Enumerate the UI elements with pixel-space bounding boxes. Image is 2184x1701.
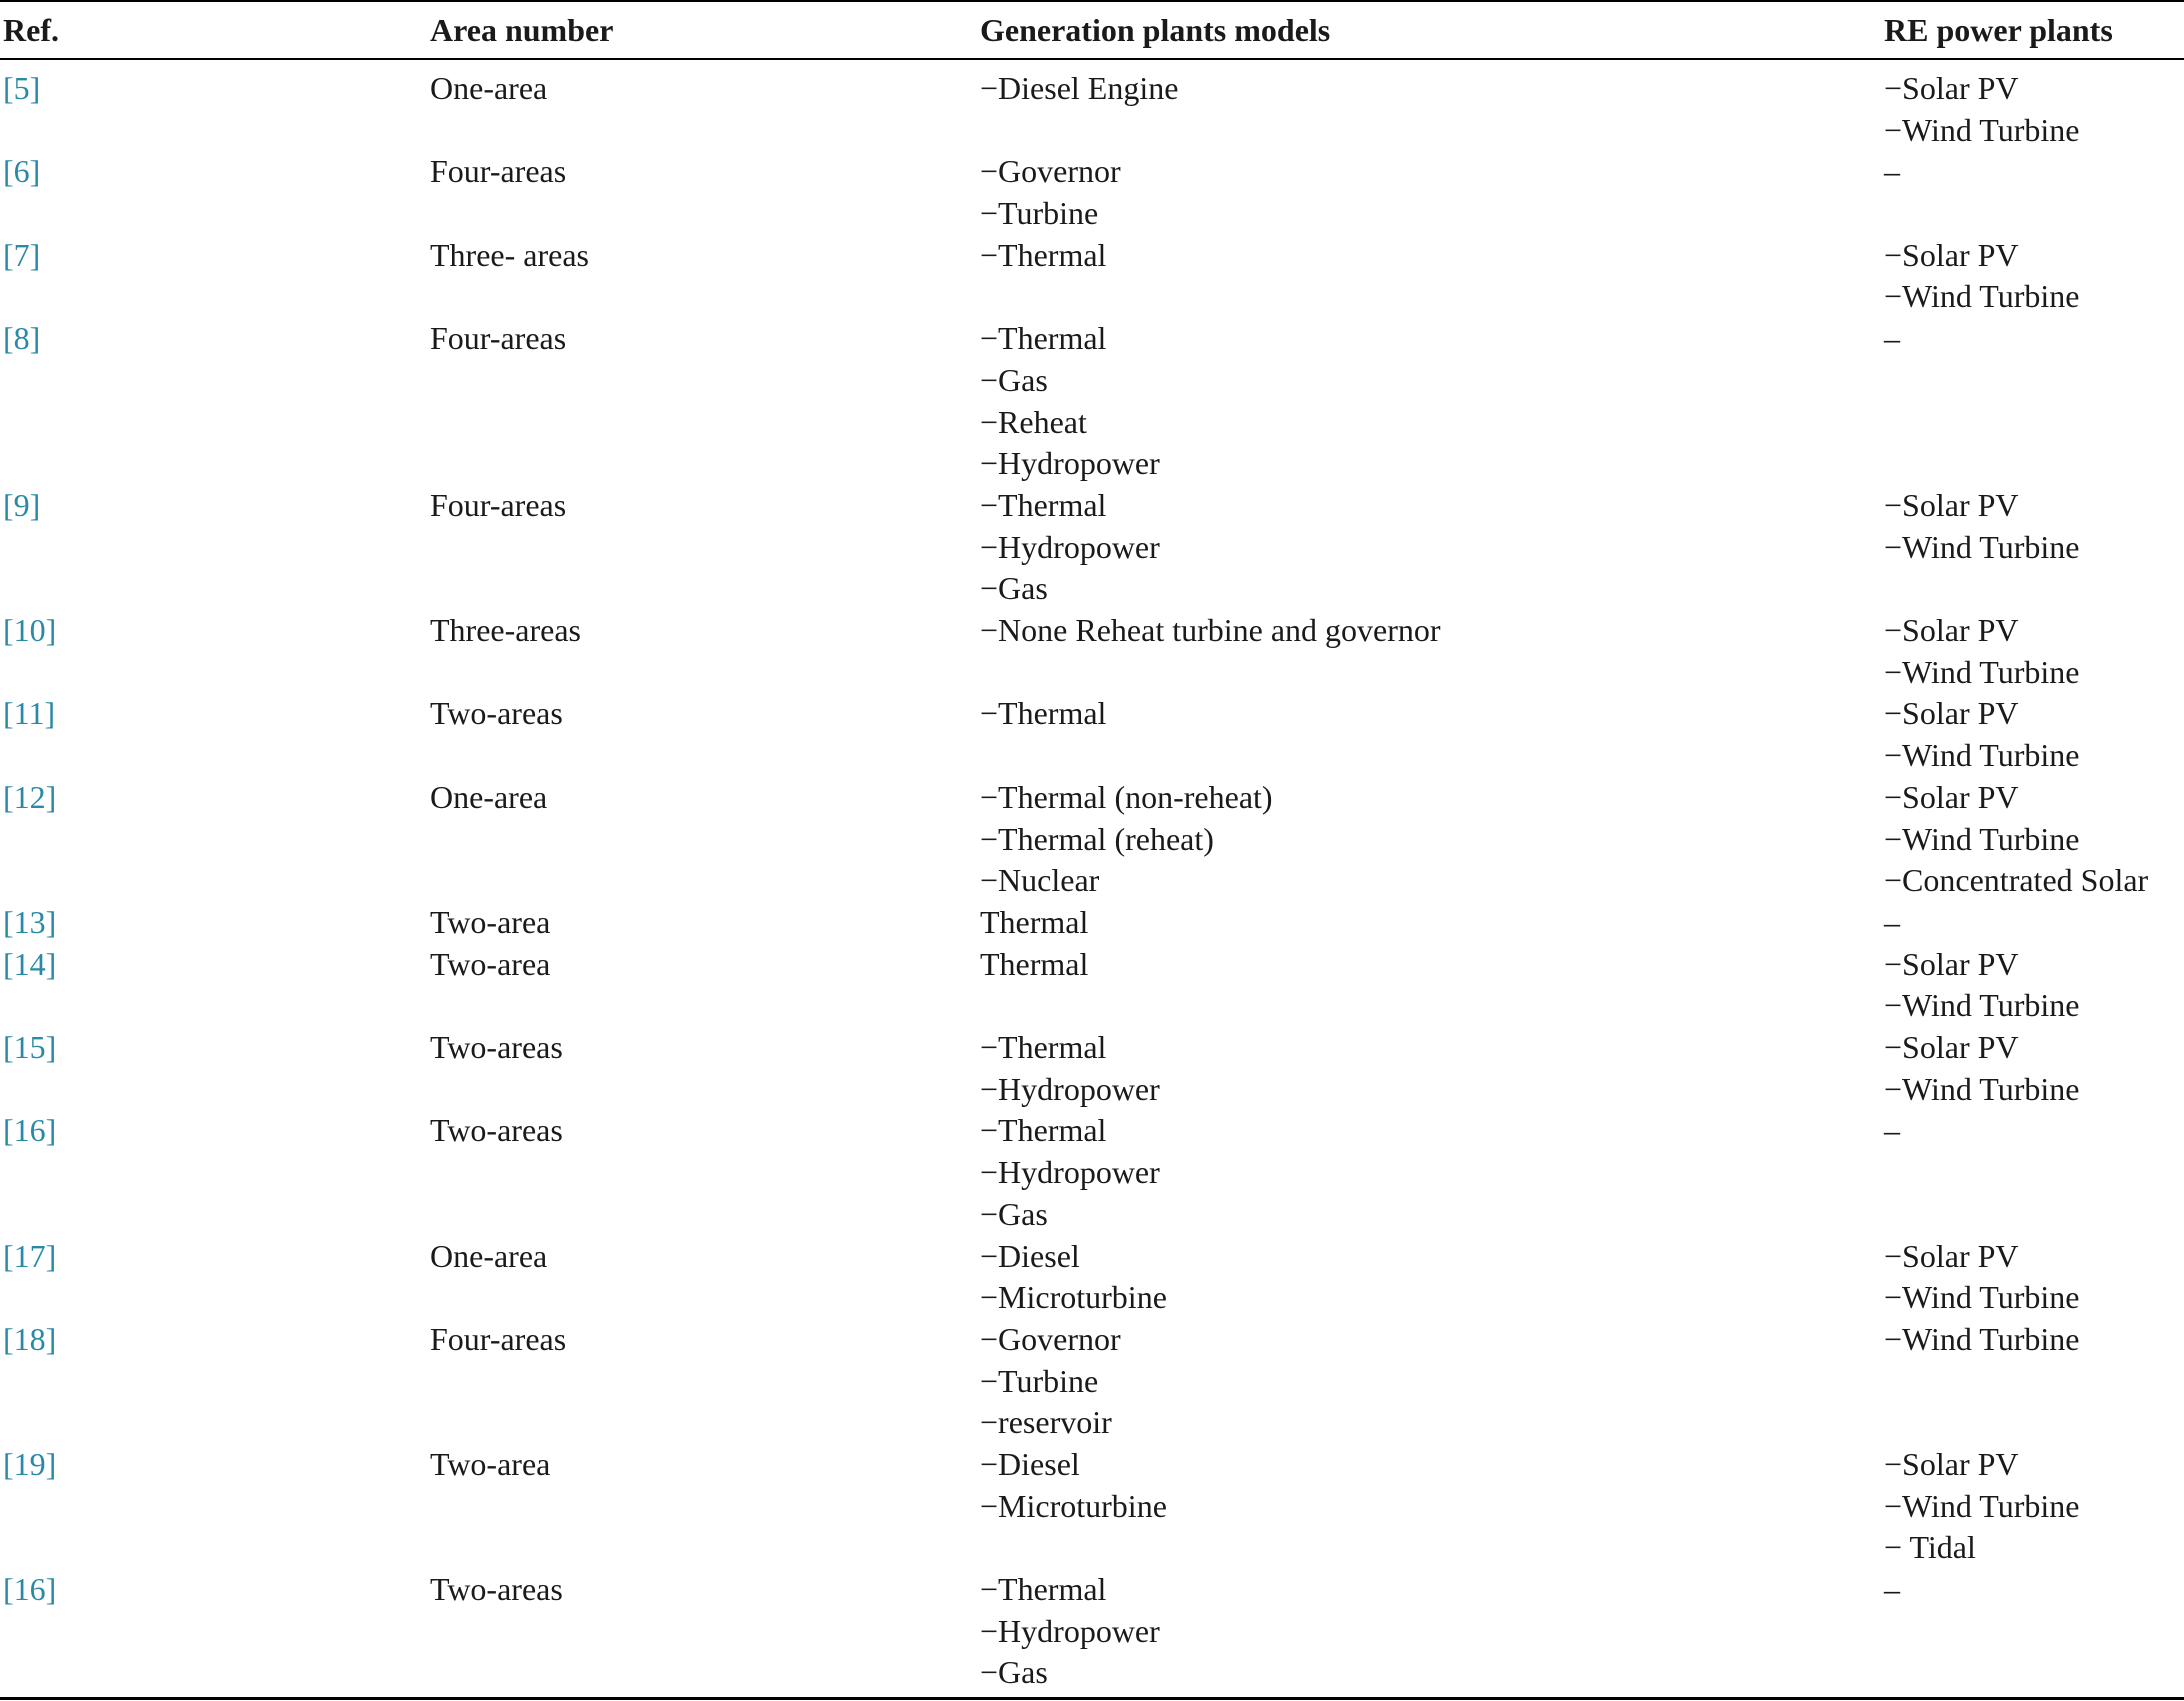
generation-plant-item: −Nuclear <box>980 862 1100 899</box>
re-power-plant-item: −Solar PV <box>1884 1237 2019 1274</box>
table-header <box>0 0 2184 58</box>
generation-plant-item: −Thermal <box>980 1112 1107 1149</box>
generation-plants-cell <box>980 1236 1167 1319</box>
table-bottom-rule <box>0 1697 2184 1700</box>
generation-plants-cell <box>980 1569 1160 1694</box>
generation-plants-cell <box>980 1444 1167 1527</box>
generation-plant-item: −Hydropower <box>980 445 1160 482</box>
re-power-plant-item: −Wind Turbine <box>1884 278 2080 315</box>
area-number-cell: Two-areas <box>430 1571 563 1608</box>
table-row <box>0 610 2184 693</box>
generation-plant-item: −None Reheat turbine and governor <box>980 612 1441 649</box>
re-power-plants-cell <box>1884 1319 2079 1361</box>
generation-plant-item: −Turbine <box>980 1362 1099 1399</box>
generation-plants-cell <box>980 944 1088 986</box>
generation-plant-item: −Hydropower <box>980 1612 1160 1649</box>
generation-plant-item: −Gas <box>980 1195 1048 1232</box>
generation-plants-cell <box>980 485 1160 610</box>
re-power-plants-cell <box>1884 693 2079 776</box>
generation-plant-item: −Thermal (non-reheat) <box>980 778 1273 815</box>
area-number-cell: Two-area <box>430 903 551 940</box>
header-re-power-plants: RE power plants <box>1884 12 2113 48</box>
table-row <box>0 1444 2184 1569</box>
re-power-plants-cell <box>1884 1444 2079 1569</box>
generation-plants-cell <box>980 610 1441 652</box>
table-row <box>0 1027 2184 1110</box>
reference-link[interactable]: [14] <box>3 945 57 982</box>
generation-plants-cell <box>980 902 1088 944</box>
re-power-plant-item: −Solar PV <box>1884 236 2019 273</box>
generation-plant-item: −Governor <box>980 153 1121 190</box>
area-number-cell: Four-areas <box>430 153 567 190</box>
generation-plant-item: −Reheat <box>980 403 1087 440</box>
area-number-cell: Three-areas <box>430 612 581 649</box>
reference-link[interactable]: [19] <box>3 1445 57 1482</box>
generation-plant-item: −Thermal <box>980 486 1107 523</box>
generation-plant-item: −Hydropower <box>980 1154 1160 1191</box>
area-number-cell: One-area <box>430 778 548 815</box>
generation-plant-item: −Governor <box>980 1320 1121 1357</box>
generation-plant-item: −Turbine <box>980 195 1099 232</box>
generation-plant-item: −Gas <box>980 570 1048 607</box>
area-number-cell: Four-areas <box>430 320 567 357</box>
re-power-plant-item: −Wind Turbine <box>1884 111 2080 148</box>
generation-plant-item: −Gas <box>980 1654 1048 1691</box>
re-power-plants-cell <box>1884 68 2079 151</box>
reference-link[interactable]: [10] <box>3 612 57 649</box>
generation-plants-cell <box>980 1319 1121 1444</box>
re-power-plants-cell <box>1884 1236 2079 1319</box>
generation-plant-item: −Diesel <box>980 1237 1080 1274</box>
re-power-plant-item: −Wind Turbine <box>1884 653 2080 690</box>
re-power-plants-cell <box>1884 318 1900 360</box>
re-power-plants-cell <box>1884 902 1900 944</box>
generation-plant-item: −Diesel Engine <box>980 70 1179 106</box>
header-generation-plants: Generation plants models <box>980 12 1331 48</box>
generation-plant-item: Thermal <box>980 945 1089 982</box>
generation-plant-item: −Microturbine <box>980 1487 1167 1524</box>
generation-plants-cell <box>980 318 1160 485</box>
reference-link[interactable]: [9] <box>3 486 41 523</box>
re-power-plant-item: −Wind Turbine <box>1884 528 2080 565</box>
generation-plant-item: −reservoir <box>980 1404 1112 1441</box>
reference-link[interactable]: [5] <box>3 70 41 106</box>
re-power-plants-cell <box>1884 1027 2079 1110</box>
table-row <box>0 777 2184 902</box>
table-row <box>0 693 2184 776</box>
table-row <box>0 151 2184 234</box>
area-number-cell: Two-area <box>430 945 551 982</box>
generation-plant-item: −Thermal <box>980 695 1107 732</box>
table-row <box>0 235 2184 318</box>
re-power-plant-item: − Tidal <box>1884 1529 1976 1566</box>
generation-plant-item: −Gas <box>980 361 1048 398</box>
reference-link[interactable]: [16] <box>3 1571 57 1608</box>
area-number-cell: Two-areas <box>430 1112 563 1149</box>
reference-link[interactable]: [12] <box>3 778 57 815</box>
area-number-cell: Two-areas <box>430 695 563 732</box>
area-number-cell: Two-area <box>430 1445 551 1482</box>
generation-plant-item: Thermal <box>980 903 1089 940</box>
generation-plant-item: −Thermal (reheat) <box>980 820 1214 857</box>
re-power-plant-item: −Wind Turbine <box>1884 987 2080 1024</box>
table-row <box>0 944 2184 1027</box>
generation-plant-item: −Thermal <box>980 320 1107 357</box>
reference-link[interactable]: [8] <box>3 320 41 357</box>
re-power-plant-item: – <box>1884 320 1900 357</box>
re-power-plants-cell <box>1884 1569 1900 1611</box>
table-body <box>0 68 2184 1694</box>
area-number-cell: One-area <box>430 1237 548 1274</box>
re-power-plants-cell <box>1884 485 2079 568</box>
area-number-cell: Three- areas <box>430 236 589 273</box>
re-power-plant-item: – <box>1884 1571 1900 1608</box>
re-power-plant-item: −Solar PV <box>1884 945 2019 982</box>
re-power-plant-item: −Concentrated Solar <box>1884 862 2149 899</box>
reference-link[interactable]: [13] <box>3 903 57 940</box>
table-row <box>0 318 2184 485</box>
re-power-plant-item: −Solar PV <box>1884 695 2019 732</box>
re-power-plants-cell <box>1884 235 2079 318</box>
generation-plants-cell <box>980 235 1106 277</box>
reference-link[interactable]: [7] <box>3 236 41 273</box>
re-power-plant-item: – <box>1884 903 1900 940</box>
re-power-plant-item: −Wind Turbine <box>1884 1070 2080 1107</box>
generation-plants-cell <box>980 151 1121 234</box>
re-power-plants-cell <box>1884 944 2079 1027</box>
table-header-rule <box>0 58 2184 60</box>
re-power-plants-cell <box>1884 777 2148 902</box>
header-ref: Ref. <box>3 12 59 48</box>
generation-plant-item: −Hydropower <box>980 1070 1160 1107</box>
generation-plant-item: −Microturbine <box>980 1279 1167 1316</box>
generation-plant-item: −Thermal <box>980 1571 1107 1608</box>
re-power-plant-item: −Wind Turbine <box>1884 1279 2080 1316</box>
reference-link[interactable]: [16] <box>3 1112 57 1149</box>
reference-link[interactable]: [15] <box>3 1029 57 1066</box>
re-power-plant-item: −Wind Turbine <box>1884 820 2080 857</box>
generation-plant-item: −Thermal <box>980 236 1107 273</box>
generation-plants-cell <box>980 693 1106 735</box>
re-power-plant-item: −Solar PV <box>1884 778 2019 815</box>
re-power-plant-item: −Wind Turbine <box>1884 1487 2080 1524</box>
area-number-cell: Four-areas <box>430 486 567 523</box>
header-area-number: Area number <box>430 12 614 48</box>
generation-plants-cell <box>980 1110 1160 1235</box>
generation-plant-item: −Diesel <box>980 1445 1080 1482</box>
table-row <box>0 1110 2184 1235</box>
re-power-plant-item: −Wind Turbine <box>1884 737 2080 774</box>
reference-link[interactable]: [17] <box>3 1237 57 1274</box>
reference-link[interactable]: [11] <box>3 695 56 732</box>
re-power-plant-item: −Solar PV <box>1884 612 2019 649</box>
re-power-plant-item: −Solar PV <box>1884 1445 2019 1482</box>
re-power-plant-item: −Solar PV <box>1884 1029 2019 1066</box>
table-row <box>0 902 2184 944</box>
table-row <box>0 68 2184 151</box>
re-power-plant-item: – <box>1884 1112 1900 1149</box>
re-power-plant-item: −Wind Turbine <box>1884 1320 2080 1357</box>
table-row <box>0 485 2184 610</box>
area-number-cell: One-area <box>430 70 548 106</box>
generation-plant-item: −Hydropower <box>980 528 1160 565</box>
reference-link[interactable]: [6] <box>3 153 41 190</box>
re-power-plant-item: – <box>1884 153 1900 190</box>
area-number-cell: Two-areas <box>430 1029 563 1066</box>
re-power-plant-item: −Solar PV <box>1884 70 2019 106</box>
generation-plant-item: −Thermal <box>980 1029 1107 1066</box>
re-power-plants-cell <box>1884 1110 1900 1152</box>
table-row <box>0 1236 2184 1319</box>
generation-plants-cell <box>980 68 1178 110</box>
re-power-plants-cell <box>1884 151 1900 193</box>
re-power-plants-cell <box>1884 610 2079 693</box>
reference-link[interactable]: [18] <box>3 1320 57 1357</box>
table-row <box>0 1319 2184 1444</box>
re-power-plant-item: −Solar PV <box>1884 486 2019 523</box>
generation-plants-cell <box>980 777 1273 902</box>
table-row <box>0 1569 2184 1694</box>
area-number-cell: Four-areas <box>430 1320 567 1357</box>
generation-plants-cell <box>980 1027 1160 1110</box>
